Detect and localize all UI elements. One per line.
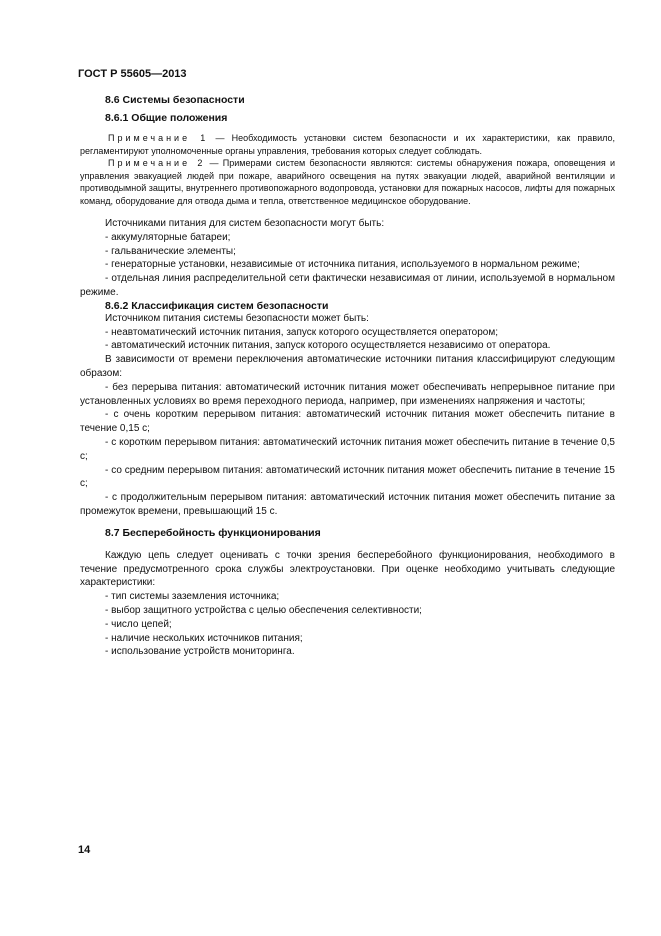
- list-item: - число цепей;: [105, 618, 172, 630]
- list-item: - аккумуляторные батареи;: [105, 231, 231, 243]
- list-item: - со средним перерывом питания: автоматический источник питания может обеспечить питание в течение 15 с;: [80, 464, 615, 490]
- list-item: - использование устройств мониторинга.: [105, 646, 295, 658]
- note-2-label: Примечание 2: [108, 158, 206, 168]
- note-2: [80, 157, 615, 207]
- classification-intro: Источником питания системы безопасности может быть:: [105, 312, 369, 324]
- list-item: - без перерыва питания: автоматический источник питания может обеспечивать непрерывное питание при установленных условиях во время переходного периода, например, при изменениях напряжения и частоты;: [80, 381, 615, 407]
- section-8-7-title: 8.7 Бесперебойность функционирования: [105, 526, 321, 539]
- list-item: - автоматический источник питания, запуск которого осуществляется независимо от оператора.: [105, 340, 551, 352]
- note-1-text: — Необходимость установки систем безопасности и их характеристики, как правило, регламентируют уполномоченные органы управления, требования которых следует соблюдать.: [80, 133, 615, 156]
- list-item: - неавтоматический источник питания, запуск которого осуществляется оператором;: [105, 326, 498, 338]
- list-item: - с продолжительным перерывом питания: автоматический источник питания может обеспечить питание за промежуток времени, превышающий 15 с.: [80, 492, 615, 517]
- section-8-7-intro: Каждую цепь следует оценивать с точки зрения бесперебойного функционирования, необходимого в течение предусмотренного срока службы электроустановки. При оценке необходимо учитывать следующие характеристики:: [80, 549, 615, 589]
- note-1-label: Примечание 1: [108, 133, 209, 143]
- power-sources-intro: Источниками питания для систем безопасности могут быть:: [105, 218, 385, 229]
- note-1: [80, 132, 615, 157]
- section-8-6-1-title: 8.6.1 Общие положения: [105, 112, 228, 124]
- list-item: - тип системы заземления источника;: [105, 591, 280, 603]
- list-item: - с очень коротким перерывом питания: автоматический источник питания может обеспечить питание в течение 0,15 с;: [80, 409, 615, 435]
- list-item: - гальванические элементы;: [105, 245, 236, 257]
- page-number: 14: [78, 844, 91, 856]
- list-item: - наличие нескольких источников питания;: [105, 632, 303, 644]
- list-item: - выбор защитного устройства с целью обеспечения селективности;: [105, 604, 422, 616]
- page-content: [80, 94, 615, 659]
- list-item: - с коротким перерывом питания: автоматический источник питания может обеспечить питание в течение 0,5 с;: [80, 436, 615, 462]
- note-2-text: — Примерами систем безопасности являются: системы обнаружения пожара, оповещения и управления эвакуацией людей при пожаре, аварийного освещения на путях эвакуации людей, аварийной вентиляции и противодымной защиты, внутреннего противопожарного водопровода, установки для пожарных насосов, лифты для пожарных команд, оборудование для отвода дыма и тепла, ответственное медицинское оборудование.: [80, 158, 615, 206]
- document-code: ГОСТ Р 55605—2013: [78, 68, 187, 80]
- list-item: - генераторные установки, независимые от источника питания, используемого в нормальном режиме;: [105, 259, 580, 271]
- time-classification-intro: В зависимости от времени переключения автоматические источники питания классифицируют следующим образом:: [80, 354, 615, 379]
- section-8-6-title: 8.6 Системы безопасности: [105, 94, 245, 106]
- list-item: - отдельная линия распределительной сети фактически независимая от линии, используемой в нормальном режиме.: [80, 273, 615, 298]
- section-8-6-2-title: 8.6.2 Классификация систем безопасности: [105, 299, 329, 312]
